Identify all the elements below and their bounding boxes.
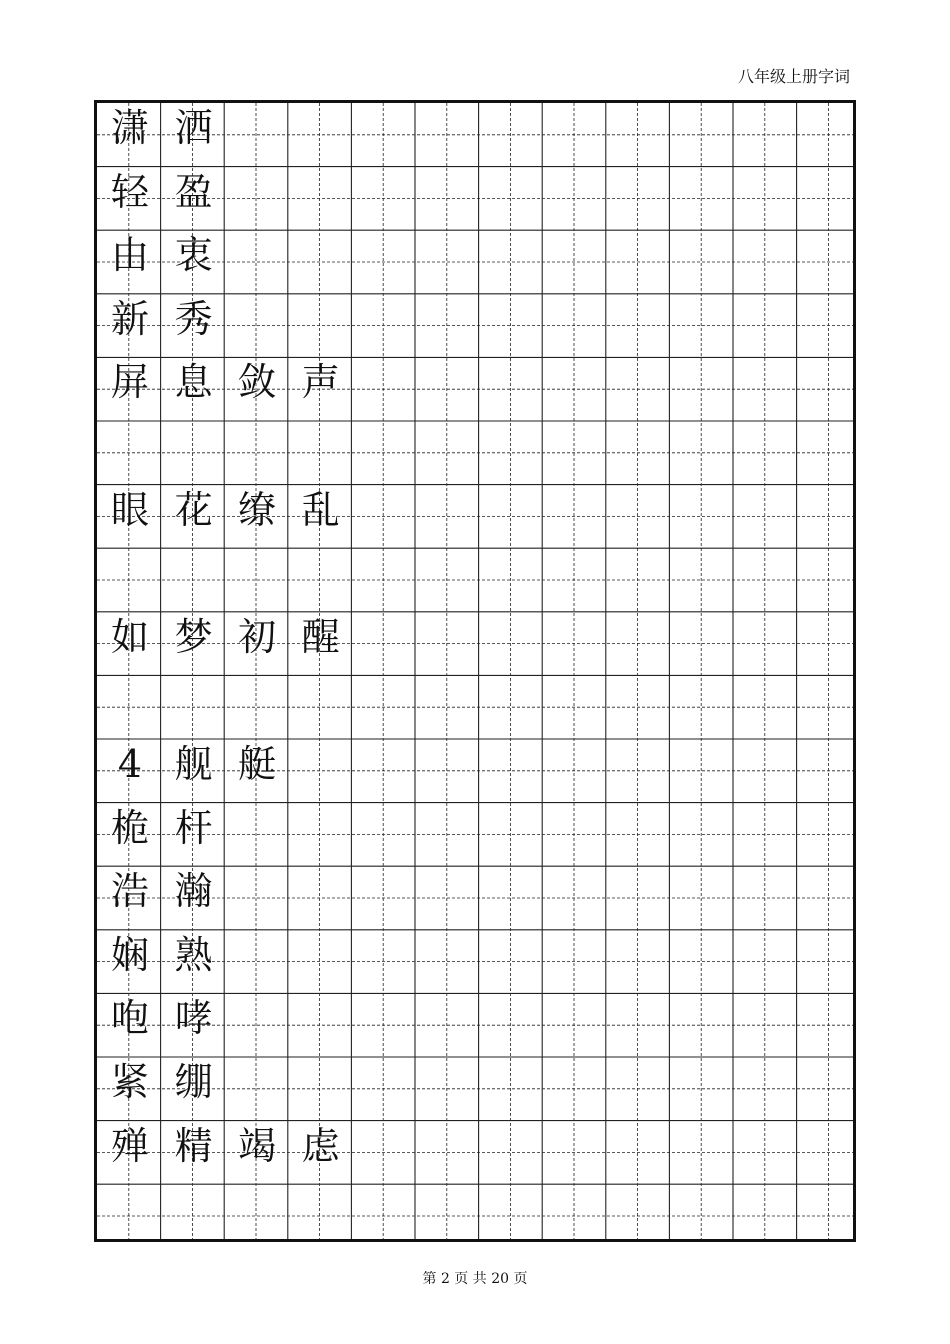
word-char: 咆 xyxy=(110,996,149,1041)
word-char: 虑 xyxy=(301,1123,340,1168)
word-char: 衷 xyxy=(174,233,213,278)
word-char: 艇 xyxy=(238,742,277,786)
word-char: 哮 xyxy=(174,996,213,1041)
word-char: 梦 xyxy=(174,614,213,659)
word-char: 如 xyxy=(110,614,149,659)
header-title: 八年级上册字词 xyxy=(737,67,850,86)
word-char: 敛 xyxy=(238,360,277,405)
word-char: 紧 xyxy=(110,1060,149,1104)
word-char: 花 xyxy=(174,487,213,532)
word-char: 绷 xyxy=(174,1060,213,1104)
word-char: 娴 xyxy=(110,932,149,977)
word-char: 屏 xyxy=(110,360,149,405)
word-char: 瀚 xyxy=(174,869,213,914)
word-char: 新 xyxy=(110,296,149,341)
word-char: 殚 xyxy=(110,1123,149,1168)
word-char: 声 xyxy=(301,360,340,405)
word-char: 熟 xyxy=(174,932,213,977)
word-char: 由 xyxy=(110,233,149,278)
word-char: 盈 xyxy=(174,169,213,214)
word-char: 醒 xyxy=(301,614,340,659)
word-char: 浩 xyxy=(110,869,149,914)
word-char: 舰 xyxy=(174,742,213,786)
word-char: 洒 xyxy=(174,106,213,150)
word-char: 4 xyxy=(117,742,143,786)
page-number: 第 2 页 共 20 页 xyxy=(422,1271,528,1287)
word-char: 精 xyxy=(174,1123,213,1168)
word-char: 初 xyxy=(238,614,277,659)
word-char: 桅 xyxy=(110,805,149,850)
writing-grid xyxy=(94,100,856,1242)
word-char: 轻 xyxy=(110,169,149,214)
word-char: 杆 xyxy=(174,805,213,850)
word-char: 缭 xyxy=(238,487,277,532)
word-char: 秀 xyxy=(174,296,213,341)
word-char: 眼 xyxy=(110,487,149,532)
word-char: 乱 xyxy=(301,487,340,532)
word-char: 竭 xyxy=(238,1123,277,1168)
word-char: 息 xyxy=(174,360,213,405)
word-char: 潇 xyxy=(110,106,149,150)
